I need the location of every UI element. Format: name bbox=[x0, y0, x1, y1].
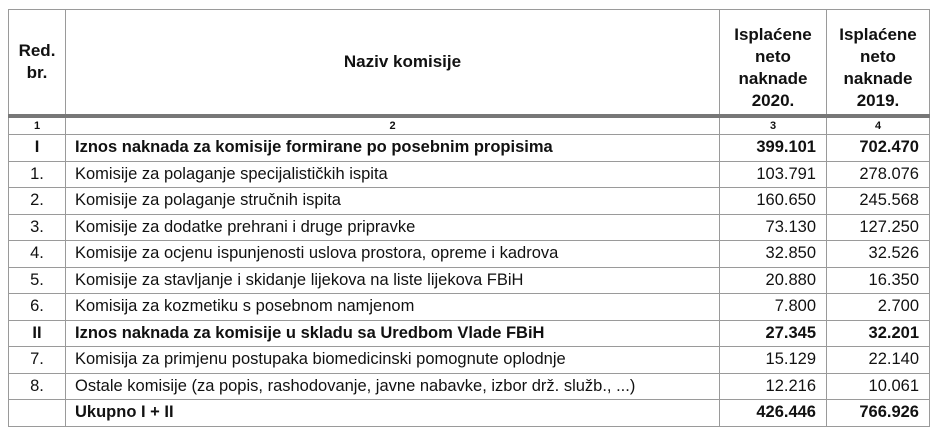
commission-name: Iznos naknada za komisije formirane po posebnim propisima bbox=[66, 135, 720, 162]
header-row bbox=[9, 10, 930, 117]
row-number: 2. bbox=[9, 188, 66, 215]
value-2020: 73.130 bbox=[720, 214, 827, 241]
table-row-subtotal bbox=[9, 320, 930, 347]
commission-name: Ukupno I + II bbox=[66, 400, 720, 427]
table-row-subtotal bbox=[9, 135, 930, 162]
value-2019: 127.250 bbox=[827, 214, 930, 241]
column-number: 3 bbox=[720, 116, 827, 135]
header-line: 2019. bbox=[856, 91, 900, 110]
commission-name: Iznos naknada za komisije u skladu sa Uredbom Vlade FBiH bbox=[66, 320, 720, 347]
value-2020: 103.791 bbox=[720, 161, 827, 188]
value-2020: 426.446 bbox=[720, 400, 827, 427]
value-2020: 12.216 bbox=[720, 373, 827, 400]
header-line: naknade bbox=[843, 69, 913, 88]
row-number bbox=[9, 400, 66, 427]
table-row bbox=[9, 241, 930, 268]
header-2020 bbox=[720, 10, 827, 117]
value-2019: 2.700 bbox=[827, 294, 930, 321]
header-line: neto bbox=[755, 47, 791, 66]
header-line: 2020. bbox=[751, 91, 795, 110]
value-2019: 22.140 bbox=[827, 347, 930, 374]
table-row bbox=[9, 214, 930, 241]
header-line: Isplaćene bbox=[839, 25, 917, 44]
row-number: 3. bbox=[9, 214, 66, 241]
value-2020: 7.800 bbox=[720, 294, 827, 321]
table-row bbox=[9, 294, 930, 321]
header-red-br-line: br. bbox=[26, 63, 48, 82]
commission-name: Komisije za ocjenu ispunjenosti uslova prostora, opreme i kadrova bbox=[66, 241, 720, 268]
value-2019: 16.350 bbox=[827, 267, 930, 294]
row-number: 8. bbox=[9, 373, 66, 400]
table-row bbox=[9, 267, 930, 294]
header-red-br bbox=[9, 10, 66, 117]
value-2020: 15.129 bbox=[720, 347, 827, 374]
row-number: 6. bbox=[9, 294, 66, 321]
row-number: 4. bbox=[9, 241, 66, 268]
row-number: 7. bbox=[9, 347, 66, 374]
commission-name: Komisije za polaganje stručnih ispita bbox=[66, 188, 720, 215]
value-2020: 160.650 bbox=[720, 188, 827, 215]
column-number: 2 bbox=[66, 116, 720, 135]
column-number: 1 bbox=[9, 116, 66, 135]
column-number: 4 bbox=[827, 116, 930, 135]
header-2019 bbox=[827, 10, 930, 117]
table-row bbox=[9, 188, 930, 215]
commission-fees-table bbox=[8, 9, 930, 427]
header-line: neto bbox=[860, 47, 896, 66]
value-2019: 32.526 bbox=[827, 241, 930, 268]
value-2020: 27.345 bbox=[720, 320, 827, 347]
header-line: naknade bbox=[738, 69, 808, 88]
commission-name: Komisije za polaganje specijalističkih ispita bbox=[66, 161, 720, 188]
commission-name: Komisija za primjenu postupaka biomedicinski pomognute oplodnje bbox=[66, 347, 720, 374]
commission-name: Komisija za kozmetiku s posebnom namjenom bbox=[66, 294, 720, 321]
value-2019: 245.568 bbox=[827, 188, 930, 215]
header-red-br-line: Red. bbox=[18, 41, 56, 60]
row-number: I bbox=[9, 135, 66, 162]
column-number-row bbox=[9, 116, 930, 135]
table-row bbox=[9, 161, 930, 188]
commission-name: Komisije za dodatke prehrani i druge pripravke bbox=[66, 214, 720, 241]
row-number: 5. bbox=[9, 267, 66, 294]
value-2019: 702.470 bbox=[827, 135, 930, 162]
value-2019: 766.926 bbox=[827, 400, 930, 427]
table-row bbox=[9, 373, 930, 400]
value-2020: 20.880 bbox=[720, 267, 827, 294]
header-naziv-komisije: Naziv komisije bbox=[66, 10, 720, 117]
row-number: II bbox=[9, 320, 66, 347]
commission-name: Ostale komisije (za popis, rashodovanje, javne nabavke, izbor drž. služb., ...) bbox=[66, 373, 720, 400]
value-2019: 278.076 bbox=[827, 161, 930, 188]
value-2019: 32.201 bbox=[827, 320, 930, 347]
value-2020: 399.101 bbox=[720, 135, 827, 162]
commission-name: Komisije za stavljanje i skidanje lijekova na liste lijekova FBiH bbox=[66, 267, 720, 294]
row-number: 1. bbox=[9, 161, 66, 188]
table-row-subtotal bbox=[9, 400, 930, 427]
value-2019: 10.061 bbox=[827, 373, 930, 400]
value-2020: 32.850 bbox=[720, 241, 827, 268]
table-row bbox=[9, 347, 930, 374]
header-line: Isplaćene bbox=[734, 25, 812, 44]
